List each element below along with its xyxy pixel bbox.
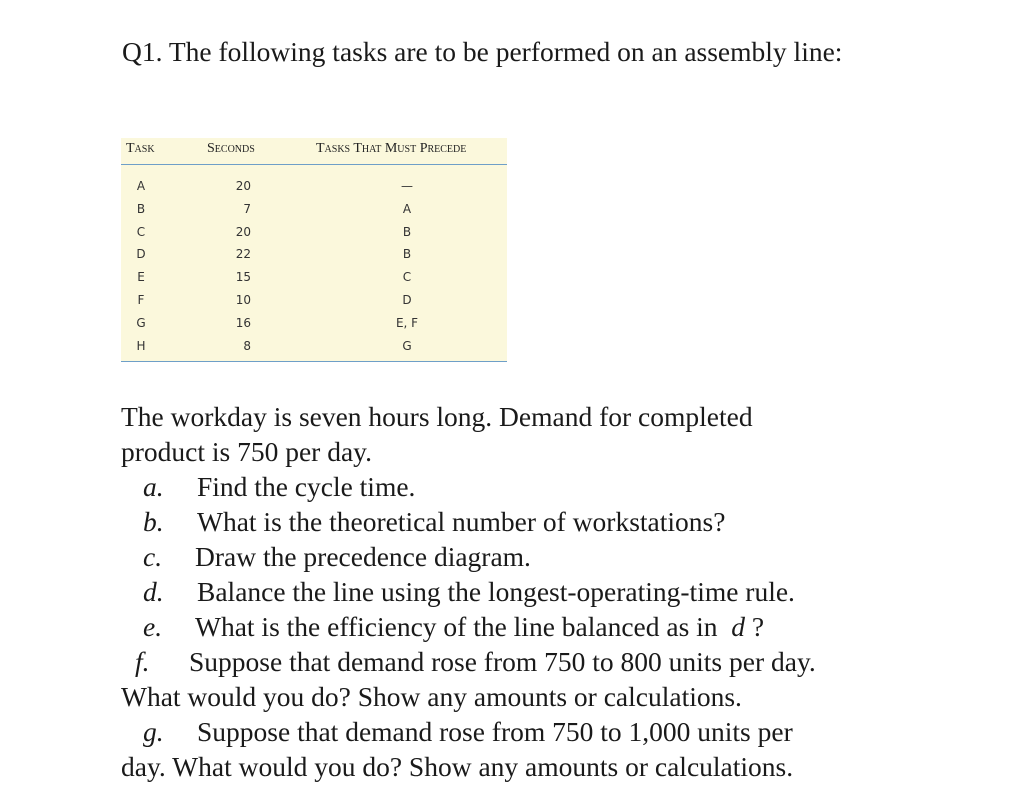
cell-precede: B — [402, 224, 412, 239]
part-g-continuation: day. What would you do? Show any amounts or calculations. — [121, 751, 794, 782]
cell-task: H — [136, 338, 146, 353]
part-g-text: Suppose that demand rose from 750 to 1,000 units per — [197, 716, 793, 747]
cell-seconds: 15 — [235, 270, 251, 285]
cell-precede: E, F — [395, 315, 419, 330]
header-task: Task — [126, 141, 155, 156]
part-e-reference: d — [731, 611, 746, 642]
table-row — [121, 222, 507, 245]
cell-task: C — [136, 224, 146, 239]
part-a — [143, 469, 415, 504]
table-row — [121, 199, 507, 222]
part-e-marker: e. — [143, 611, 163, 642]
cell-task: F — [137, 292, 145, 307]
table-row — [121, 267, 507, 290]
table-row — [121, 313, 507, 336]
cell-precede: C — [402, 270, 412, 285]
table-row — [121, 244, 507, 267]
header-divider — [121, 164, 507, 165]
cell-seconds: 7 — [243, 201, 251, 216]
part-e-end: ? — [751, 611, 765, 642]
part-g — [143, 714, 793, 749]
table-body — [121, 176, 507, 358]
cell-task: D — [136, 247, 146, 262]
header-precede: Tasks That Must Precede — [316, 141, 467, 156]
part-a-text: Find the cycle time. — [197, 471, 416, 502]
task-table — [121, 138, 507, 362]
part-d-text: Balance the line using the longest-operating-time rule. — [197, 576, 795, 607]
part-a-marker: a. — [143, 471, 164, 502]
cell-precede: — — [401, 179, 413, 193]
cell-precede: G — [402, 338, 412, 353]
intro-line-2: product is 750 per day. — [121, 436, 373, 467]
table-row — [121, 176, 507, 199]
part-c-text: Draw the precedence diagram. — [195, 541, 531, 572]
cell-seconds: 22 — [235, 247, 251, 262]
cell-precede: B — [402, 247, 412, 262]
cell-precede: D — [402, 292, 412, 307]
cell-seconds: 20 — [235, 179, 251, 193]
part-b-text: What is the theoretical number of workstations? — [197, 506, 726, 537]
cell-precede: A — [402, 201, 412, 216]
cell-task: E — [137, 270, 145, 285]
part-d-marker: d. — [143, 576, 164, 607]
part-d — [143, 574, 795, 609]
part-c-marker: c. — [143, 541, 163, 572]
part-e — [143, 609, 764, 644]
part-g-marker: g. — [143, 716, 164, 747]
part-f — [135, 644, 816, 679]
part-b — [143, 504, 725, 539]
part-f-text: Suppose that demand rose from 750 to 800 units per day. — [189, 646, 816, 677]
table-row — [121, 290, 507, 313]
intro-line-1: The workday is seven hours long. Demand for completed — [121, 401, 753, 432]
cell-task: G — [136, 315, 146, 330]
cell-seconds: 16 — [235, 315, 251, 330]
table-row — [121, 336, 507, 359]
cell-seconds: 20 — [235, 224, 251, 239]
part-f-continuation: What would you do? Show any amounts or calculations. — [121, 681, 742, 712]
part-e-text: What is the efficiency of the line balanced as in — [195, 611, 718, 642]
part-f-marker: f. — [135, 646, 150, 677]
part-b-marker: b. — [143, 506, 164, 537]
cell-task: B — [136, 201, 146, 216]
cell-seconds: 8 — [243, 338, 251, 353]
question-title: Q1. The following tasks are to be performed on an assembly line: — [122, 36, 843, 67]
part-c — [143, 539, 531, 574]
cell-task: A — [136, 179, 146, 193]
header-seconds: Seconds — [207, 141, 255, 156]
cell-seconds: 10 — [235, 292, 251, 307]
